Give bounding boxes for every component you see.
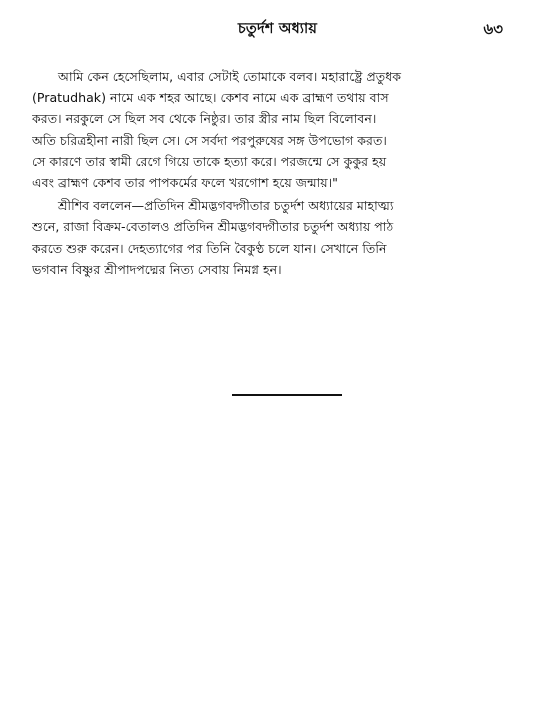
text-line: সে কারণে তার স্বামী রেগে গিয়ে তাকে হত্যা করে। পরজন্মে সে কুকুর হয় [32,153,387,169]
text-line: অতি চরিত্রহীনা নারী ছিল সে। সে সর্বদা পরপুরুষের সঙ্গ উপভোগ করত। [32,132,387,148]
text-line: (Pratudhak) নামে এক শহর আছে। কেশব নামে এক ব্রাহ্মণ তথায় বাস [32,90,389,106]
text-line: আমি কেন হেসেছিলাম, এবার সেটাই তোমাকে বলব। মহারাষ্ট্রে প্রতুধক [58,69,402,84]
chapter-title: চতুর্দশ অধ্যায় [237,21,318,37]
text-line: এবং ব্রাহ্মণ কেশব তার পাপকর্মের ফলে খরগোশ হয়ে জন্মায়।" [32,175,338,191]
text-line: করত। নরকুলে সে ছিল সব থেকে নিষ্ঠুর। তার স্ত্রীর নাম ছিল বিলোবন। [32,111,377,127]
body-text [32,66,534,280]
page-number: ৬৩ [483,20,503,38]
text-line: করতে শুরু করেন। দেহত্যাগের পর তিনি বৈকুণ্ঠ চলে যান। সেখানে তিনি [32,240,387,256]
chapter-end-rule [232,394,342,396]
paragraph-1 [32,66,534,193]
text-line: শ্রীশিব বললেন—প্রতিদিন শ্রীমদ্ভগবদ্গীতার চতুর্দশ অধ্যায়ের মাহাত্ম্য [58,198,394,214]
page-header [0,18,555,40]
paragraph-2 [32,195,534,280]
text-line: ভগবান বিষ্ণুর শ্রীপাদপদ্মের নিত্য সেবায় নিমগ্ন হন। [32,261,282,277]
text-line: শুনে, রাজা বিক্রম-বেতালও প্রতিদিন শ্রীমদ্ভগবদ্গীতার চতুর্দশ অধ্যায় পাঠ [32,219,394,235]
